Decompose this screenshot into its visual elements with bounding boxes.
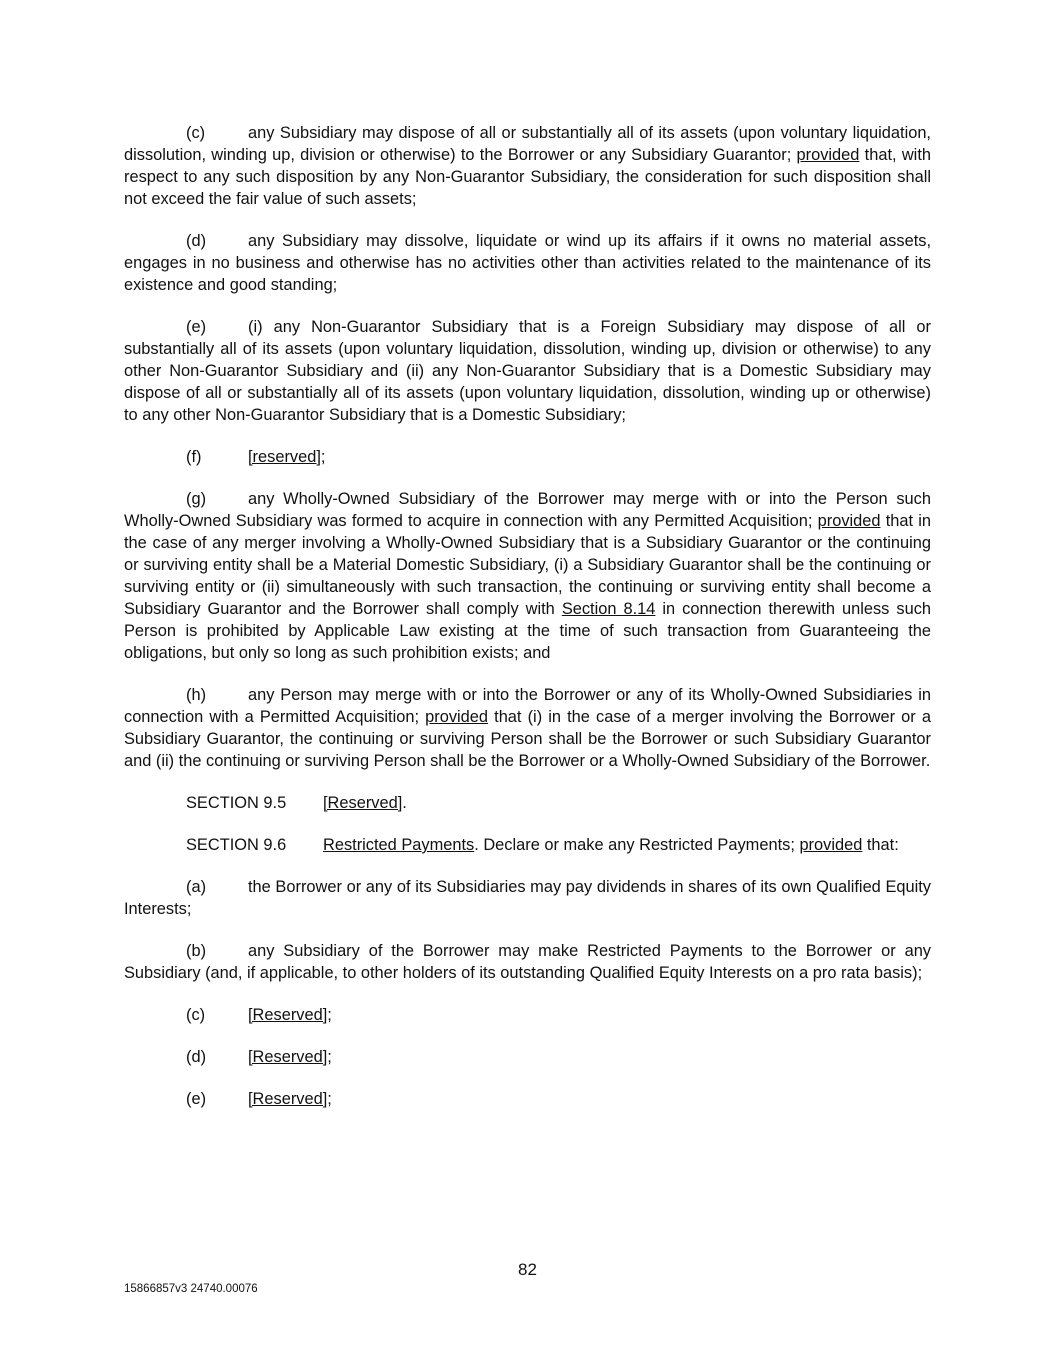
paragraph-text: any Subsidiary may dispose of all or substantially all of its assets (upon voluntary liquidation, dissolution, winding up, division or otherwise) to the Borrower or any Subsidiary Guarantor; [124, 124, 931, 164]
paragraph-text: (i) any Non-Guarantor Subsidiary that is a Foreign Subsidiary may dispose of all or substantially all of its assets (upon voluntary liquidation, dissolution, winding up, division or otherwise) to any other Non-Guarantor Subsidiary and (ii) any Non-Guarantor Subsidiary that is a Domestic Subsidiary may dispose of all or substantially all of its assets (upon voluntary liquidation, dissolution, winding up or otherwise) to any other Non-Guarantor Subsidiary that is a Domestic Subsidiary; [124, 318, 931, 424]
restricted-payments-item-c [186, 1004, 931, 1026]
paragraph-label: (c) [186, 1006, 206, 1024]
restricted-payments-item-a [124, 876, 931, 920]
paragraph-label: (b) [186, 942, 207, 960]
paragraph-text: the Borrower or any of its Subsidiaries may pay dividends in shares of its own Qualified Equity Interests; [124, 878, 931, 918]
paragraph-label: (a) [186, 878, 207, 896]
paragraph-label: (e) [186, 1090, 207, 1108]
paragraph-text: that in the case of any merger involving a Wholly-Owned Subsidiary that is a Subsidiary Guarantor or the continuing or surviving entity shall be a Material Domestic Subsidiary, (i) a Subsidiary Guarantor shall be the continuing or surviving entity or (ii) simultaneously with such transaction, the continuing or surviving entity shall become a Subsidiary Guarantor and the Borrower shall comply with [124, 512, 931, 618]
document-page [124, 122, 931, 1130]
provided-term: provided [799, 836, 863, 854]
paragraph-label: (g) [186, 490, 207, 508]
document-id: 15866857v3 24740.00076 [124, 1283, 258, 1295]
reserved-text: [reserved]; [248, 448, 326, 466]
provided-term: provided [425, 708, 489, 726]
paragraph-e [124, 316, 931, 426]
paragraph-text: any Person may merge with or into the Borrower or any of its Wholly-Owned Subsidiaries in connection with a Permitted Acquisition; [124, 686, 931, 726]
section-reference-link[interactable]: Section 8.14 [561, 600, 656, 618]
paragraph-text: in connection therewith unless such Person is prohibited by Applicable Law existing at the time of such transaction from Guaranteeing the obligations, but only so long as such prohibition exists; and [124, 600, 932, 662]
paragraph-d [124, 230, 931, 296]
section-number: SECTION 9.6 [186, 836, 287, 854]
section-text: that: [862, 836, 899, 854]
page-number: 82 [518, 1260, 537, 1279]
provided-term: provided [817, 512, 881, 530]
paragraph-text: any Subsidiary may dissolve, liquidate or wind up its affairs if it owns no material assets, engages in no business and otherwise has no activities other than activities related to the maintenance of its existence and good standing; [124, 232, 931, 294]
section-text: . Declare or make any Restricted Payments; [474, 836, 800, 854]
paragraph-label: (f) [186, 448, 202, 466]
paragraph-label: (d) [186, 1048, 207, 1066]
paragraph-c [124, 122, 931, 210]
reserved-text: [Reserved] [248, 1006, 328, 1024]
paragraph-h [124, 684, 931, 772]
restricted-payments-item-d [186, 1046, 931, 1068]
paragraph-text: that (i) in the case of a merger involving the Borrower or a Subsidiary Guarantor, the continuing or surviving Person shall be the Borrower or such Subsidiary Guarantor and (ii) the continuing or surviving Person shall be the Borrower or a Wholly-Owned Subsidiary of the Borrower. [124, 708, 931, 770]
paragraph-text: that, with respect to any such disposition by any Non-Guarantor Subsidiary, the consideration for such disposition shall not exceed the fair value of such assets; [124, 146, 931, 208]
restricted-payments-item-e [186, 1088, 931, 1110]
item-punctuation: ; [327, 1006, 332, 1024]
item-punctuation: ; [327, 1090, 332, 1108]
reserved-text: [Reserved] [248, 1048, 328, 1066]
paragraph-f [186, 446, 931, 468]
paragraph-text: any Subsidiary of the Borrower may make Restricted Payments to the Borrower or any Subsidiary (and, if applicable, to other holders of its outstanding Qualified Equity Interests on a pro rata basis); [124, 942, 931, 982]
item-punctuation: ; [327, 1048, 332, 1066]
paragraph-label: (c) [186, 124, 206, 142]
section-title: [Reserved] [323, 794, 403, 812]
restricted-payments-item-b [124, 940, 931, 984]
reserved-text: [Reserved] [248, 1090, 328, 1108]
paragraph-g [124, 488, 931, 664]
section-number: SECTION 9.5 [186, 794, 287, 812]
paragraph-label: (e) [186, 318, 207, 336]
section-9-6 [186, 834, 931, 856]
paragraph-text: any Wholly-Owned Subsidiary of the Borrower may merge with or into the Person such Wholly-Owned Subsidiary was formed to acquire in connection with any Permitted Acquisition; [124, 490, 931, 530]
paragraph-label: (d) [186, 232, 207, 250]
paragraph-label: (h) [186, 686, 207, 704]
section-punctuation: . [402, 794, 407, 812]
section-title: Restricted Payments [323, 836, 475, 854]
provided-term: provided [796, 146, 860, 164]
section-9-5 [186, 792, 931, 814]
